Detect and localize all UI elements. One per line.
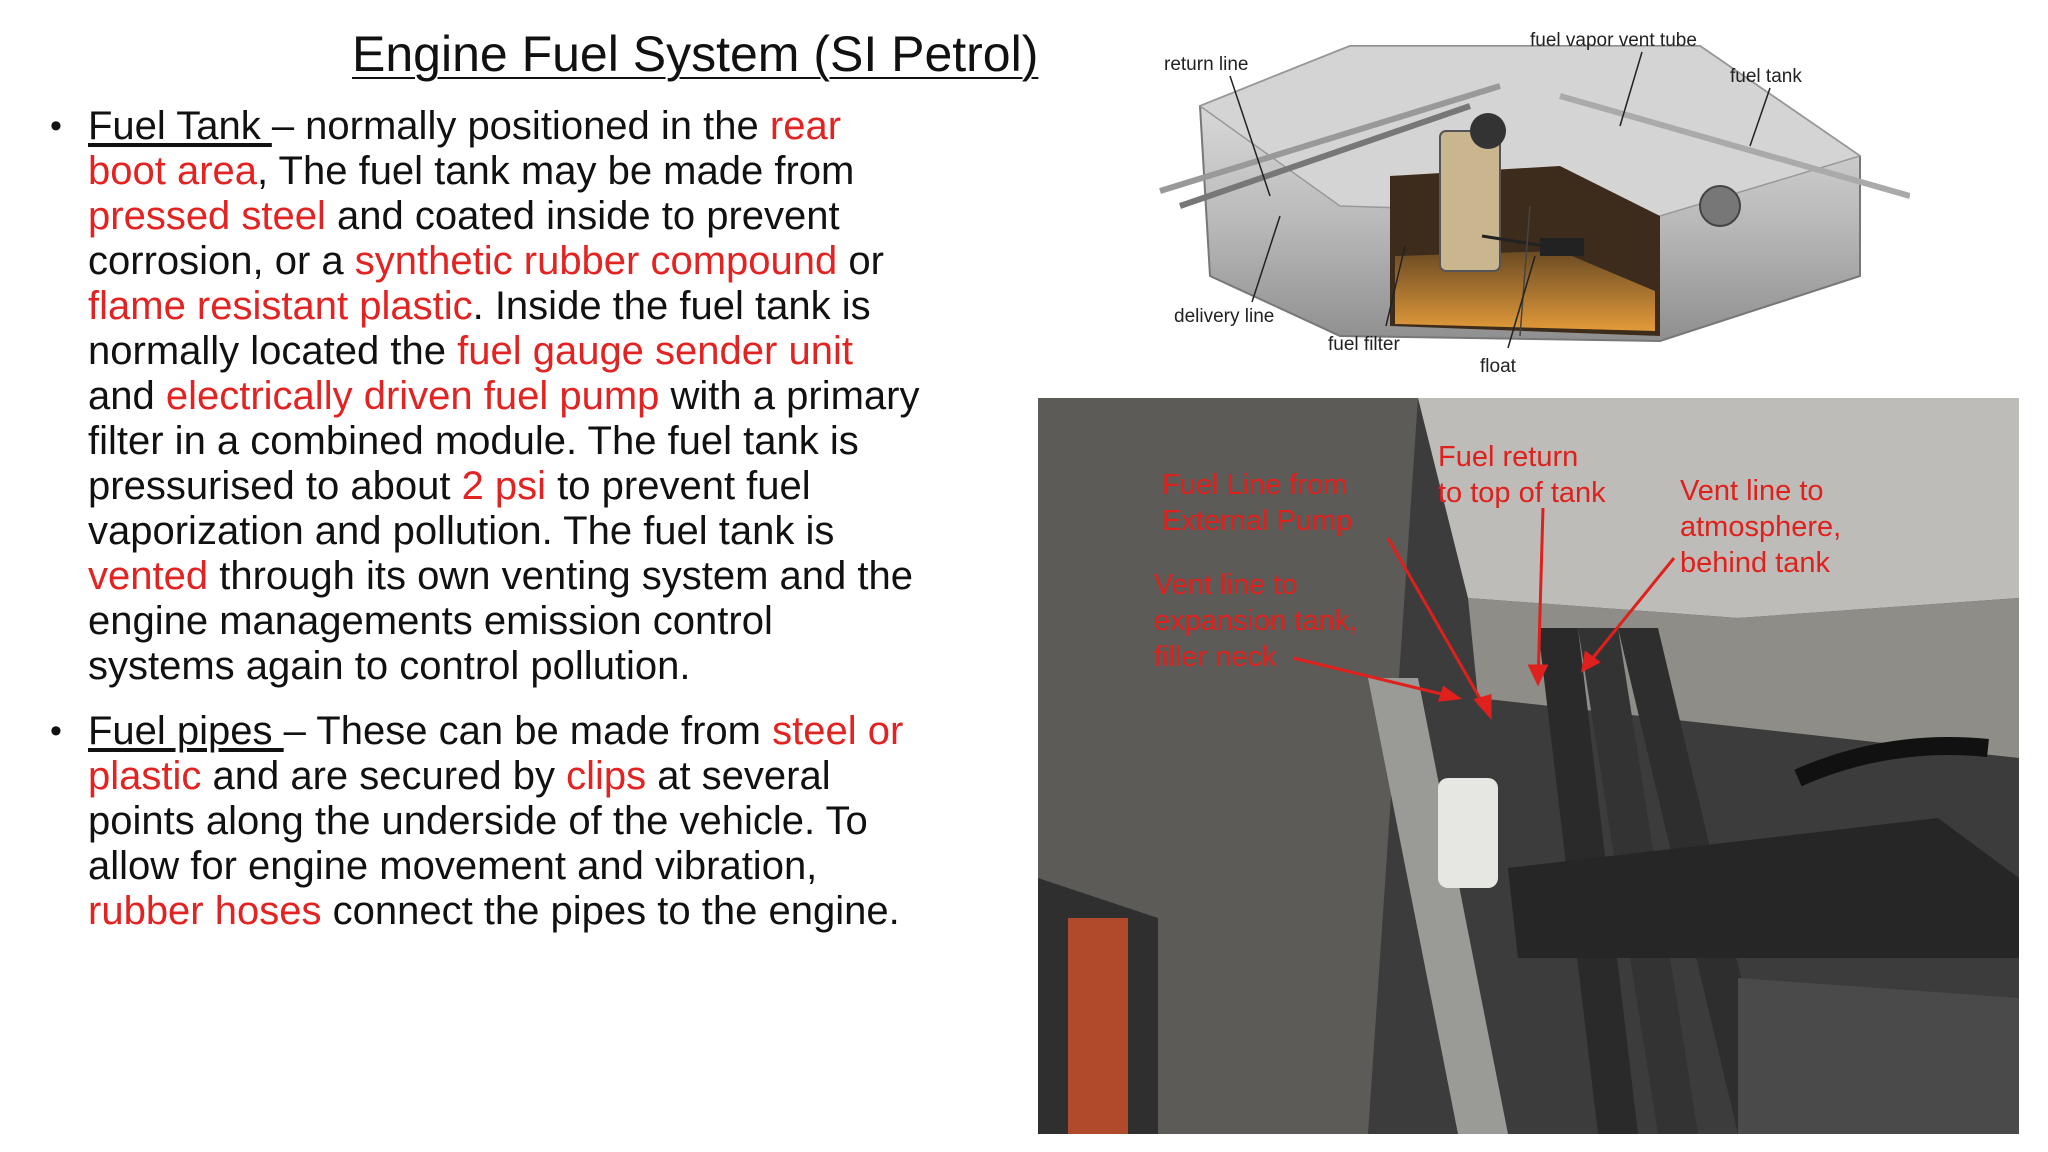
body-text: or [837,239,884,283]
label-fuel-tank: fuel tank [1730,66,1802,87]
highlight-text: 2 psi [461,464,547,508]
body-text: and [88,374,166,418]
underside-photo-graphic [1038,398,2019,1134]
body-text: . Inside the fuel tank is normally located the [88,284,871,373]
highlight-text: vented [88,554,209,598]
bullet-dot: • [50,107,62,145]
body-text: to prevent fuel vaporization and pollution. The fuel tank is [88,464,835,553]
bullet-fuel-pipes [48,709,928,934]
highlight-text: rear boot area [88,104,842,193]
highlight-text: clips [566,754,647,798]
label-float: float [1480,356,1516,377]
photo-label-vent-exp-2: expansion tank, [1154,605,1358,637]
highlight-text: electrically driven fuel pump [165,374,660,418]
highlight-text: synthetic rubber compound [354,239,838,283]
highlight-text: rubber hoses [88,889,322,933]
photo-label-fuel-line-2: External Pump [1162,505,1353,537]
bullet-dot: • [50,712,62,750]
photo-label-vent-atm-3: behind tank [1680,547,1830,579]
body-text: connect the pipes to the engine. [321,889,900,933]
highlight-text: steel or plastic [88,709,904,798]
label-fuel-vapor-vent-tube: fuel vapor vent tube [1530,30,1697,51]
body-text: and coated inside to prevent corrosion, or a [88,194,840,283]
bullet-fuel-tank [48,104,928,689]
body-text: – These can be made from [283,709,773,753]
underside-photo [1038,398,2019,1134]
photo-label-vent-exp-1: Vent line to [1154,569,1298,601]
photo-label-vent-atm-1: Vent line to [1680,475,1824,507]
highlight-text: fuel gauge sender unit [457,329,853,373]
photo-label-fuel-line-1: Fuel Line from [1162,469,1348,501]
photo-label-vent-atm-2: atmosphere, [1680,511,1842,543]
label-return-line: return line [1164,54,1249,75]
label-fuel-filter: fuel filter [1328,334,1400,355]
body-text: through its own venting system and the engine managements emission control systems again to control pollution. [88,554,913,688]
bullet-list [48,104,928,934]
body-text: with a primary filter in a combined module. The fuel tank is pressurised to about [88,374,920,508]
highlight-text: flame resistant plastic [88,284,473,328]
photo-label-return-2: to top of tank [1438,477,1606,509]
photo-label-return-1: Fuel return [1438,441,1579,473]
slide-title: Engine Fuel System (SI Petrol) [352,26,1039,82]
body-text: – normally positioned in the [271,104,770,148]
body-text: at several points along the underside of the vehicle. To allow for engine movement and vibration, [88,754,868,888]
body-text: , The fuel tank may be made from [257,149,855,193]
photo-label-vent-exp-3: filler neck [1154,641,1277,673]
highlight-text: pressed steel [88,194,326,238]
body-text: and are secured by [201,754,567,798]
fuel-tank-diagram [1140,6,1910,378]
bullet-heading: Fuel pipes [88,709,284,753]
label-delivery-line: delivery line [1174,306,1275,327]
bullet-heading: Fuel Tank [88,104,272,148]
